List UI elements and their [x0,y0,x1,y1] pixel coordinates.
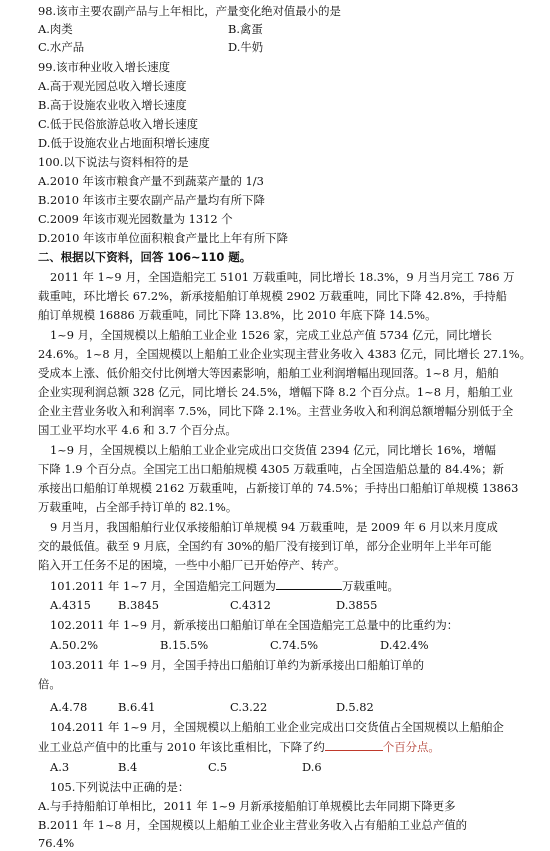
q100-option-d: D.2010 年该市单位面积粮食产量比上年有所下降 [38,231,288,245]
q105-stem: 105.下列说法中正确的是： [50,780,190,794]
para1-line: 舶订单规模 16886 万载重吨，同比下降 13.8%，比 2010 年底下降 14.5%。 [38,308,437,322]
q104-option-c: C.5 [208,760,228,774]
q100-stem: 100.以下说法与资料相符的是 [38,155,189,169]
q103-option-d: D.5.82 [336,700,374,714]
para2-line: 企业主营业务收入和利润率 7.5%，同比下降 2.1%。主营业务收入和利润总额增幅分别低于全 [38,404,514,418]
q99-option-d: D.低于设施农业占地面积增长速度 [38,136,210,150]
q105-option-b-cont: 76.4% [38,836,75,850]
q104-option-a: A.3 [50,760,70,774]
q103-stem: 103.2011 年 1~9 月，全国手持出口船舶订单约为新承接出口船舶订单的 [50,658,425,672]
q101-answer-blank [276,578,342,590]
para3-line: 下降 1.9 个百分点。全国完工出口船舶规模 4305 万载重吨，占全国造船总量的 84.4%；新 [38,462,504,476]
q104-option-b: B.4 [118,760,138,774]
para2-line: 24.6%。1~8 月，全国规模以上船舶工业企业实现主营业务收入 4383 亿元，同比增长 27.1%。 [38,347,531,361]
q104-option-d: D.6 [302,760,322,774]
q102-option-c: C.74.5% [270,638,319,652]
q101-option-a: A.4315 [50,598,91,612]
q98-option-c: C.水产品 [38,40,85,54]
para2-line: 国工业平均水平 4.6 和 3.7 个百分点。 [38,423,237,437]
q100-option-b: B.2010 年该市主要农副产品产量均有所下降 [38,193,265,207]
para2-line: 企业实现利润总额 328 亿元，同比增长 24.5%，增幅下降 8.2 个百分点。1~8 月，船舶工业 [38,385,513,399]
para3-line: 1~9 月，全国规模以上船舶工业企业完成出口交货值 2394 亿元，同比增长 16%，增幅 [50,443,496,457]
para4-line: 交的最低值。截至 9 月底，全国约有 30%的船厂没有接到订单，部分企业明年上半年可能 [38,539,492,553]
q102-stem: 102.2011 年 1~9 月，新承接出口船舶订单在全国造船完工总量中的比重约为： [50,618,459,632]
q99-option-c: C.低于民俗旅游总收入增长速度 [38,117,199,131]
q104-stem-unit: 个百分点。 [382,740,440,754]
q98-option-a: A.肉类 [38,22,73,36]
para2-line: 受成本上涨、低价船交付比例增大等因素影响，船舶工业利润增幅出现回落。1~8 月，船舶 [38,366,499,380]
q101-option-d: D.3855 [336,598,378,612]
q99-stem: 99.该市种业收入增长速度 [38,60,171,74]
q104-answer-blank [325,739,383,751]
q102-option-d: D.42.4% [380,638,429,652]
q101-stem [50,578,534,594]
para1-line: 载重吨，环比增长 67.2%，新承接船舶订单规模 2902 万载重吨，同比下降 42.8%，手持船 [38,289,507,303]
section-heading: 二、根据以下资料，回答 106~110 题。 [38,250,252,264]
para4-line: 陷入开工任务不足的困境，一些中小船厂已开始停产、转产。 [38,558,346,572]
q103-stem-cont: 倍。 [38,677,61,691]
para2-line: 1~9 月，全国规模以上船舶工业企业 1526 家，完成工业总产值 5734 亿元，同比增长 [50,328,492,342]
q104-stem: 104.2011 年 1~9 月，全国规模以上船舶工业企业完成出口交货值占全国规模以上船舶企 [50,720,504,734]
q100-option-c: C.2009 年该市观光园数量为 1312 个 [38,212,233,226]
q100-option-a: A.2010 年该市粮食产量不到蔬菜产量的 1/3 [38,174,264,188]
q98-option-d: D.牛奶 [228,40,264,54]
q102-option-a: A.50.2% [50,638,99,652]
q99-option-a: A.高于观光园总收入增长速度 [38,79,187,93]
para3-line: 万载重吨，占全部手持订单的 82.1%。 [38,500,238,514]
q101-stem-unit: 万载重吨。 [341,579,399,593]
para3-line: 承接出口船舶订单规模 2162 万载重吨，占新接订单的 74.5%；手持出口船舶订单规模 13863 [38,481,519,495]
q104-stem-text: 业工业总产值中的比重与 2010 年该比重相比，下降了约 [38,740,325,754]
q102-option-b: B.15.5% [160,638,209,652]
q105-option-a: A.与手持船舶订单相比，2011 年 1~9 月新承接船舶订单规模比去年同期下降更多 [38,799,456,813]
q99-option-b: B.高于设施农业收入增长速度 [38,98,187,112]
q101-stem-text: 101.2011 年 1~7 月，全国造船完工问题为 [50,579,276,593]
q103-option-b: B.6.41 [118,700,156,714]
q104-stem-cont [38,739,534,755]
q105-option-b: B.2011 年 1~8 月，全国规模以上船舶工业企业主营业务收入占有船舶工业总产值的 [38,818,467,832]
q103-option-a: A.4.78 [50,700,88,714]
q98-option-b: B.禽蛋 [228,22,263,36]
q101-option-b: B.3845 [118,598,159,612]
para4-line: 9 月当月，我国船舶行业仅承接船舶订单规模 94 万载重吨，是 2009 年 6 月以来月度成 [50,520,498,534]
q103-option-c: C.3.22 [230,700,268,714]
q101-option-c: C.4312 [230,598,271,612]
q98-stem: 98.该市主要农副产品与上年相比，产量变化绝对值最小的是 [38,4,341,18]
para1-line: 2011 年 1~9 月，全国造船完工 5101 万载重吨，同比增长 18.3%，9 月当月完工 786 万 [50,270,515,284]
